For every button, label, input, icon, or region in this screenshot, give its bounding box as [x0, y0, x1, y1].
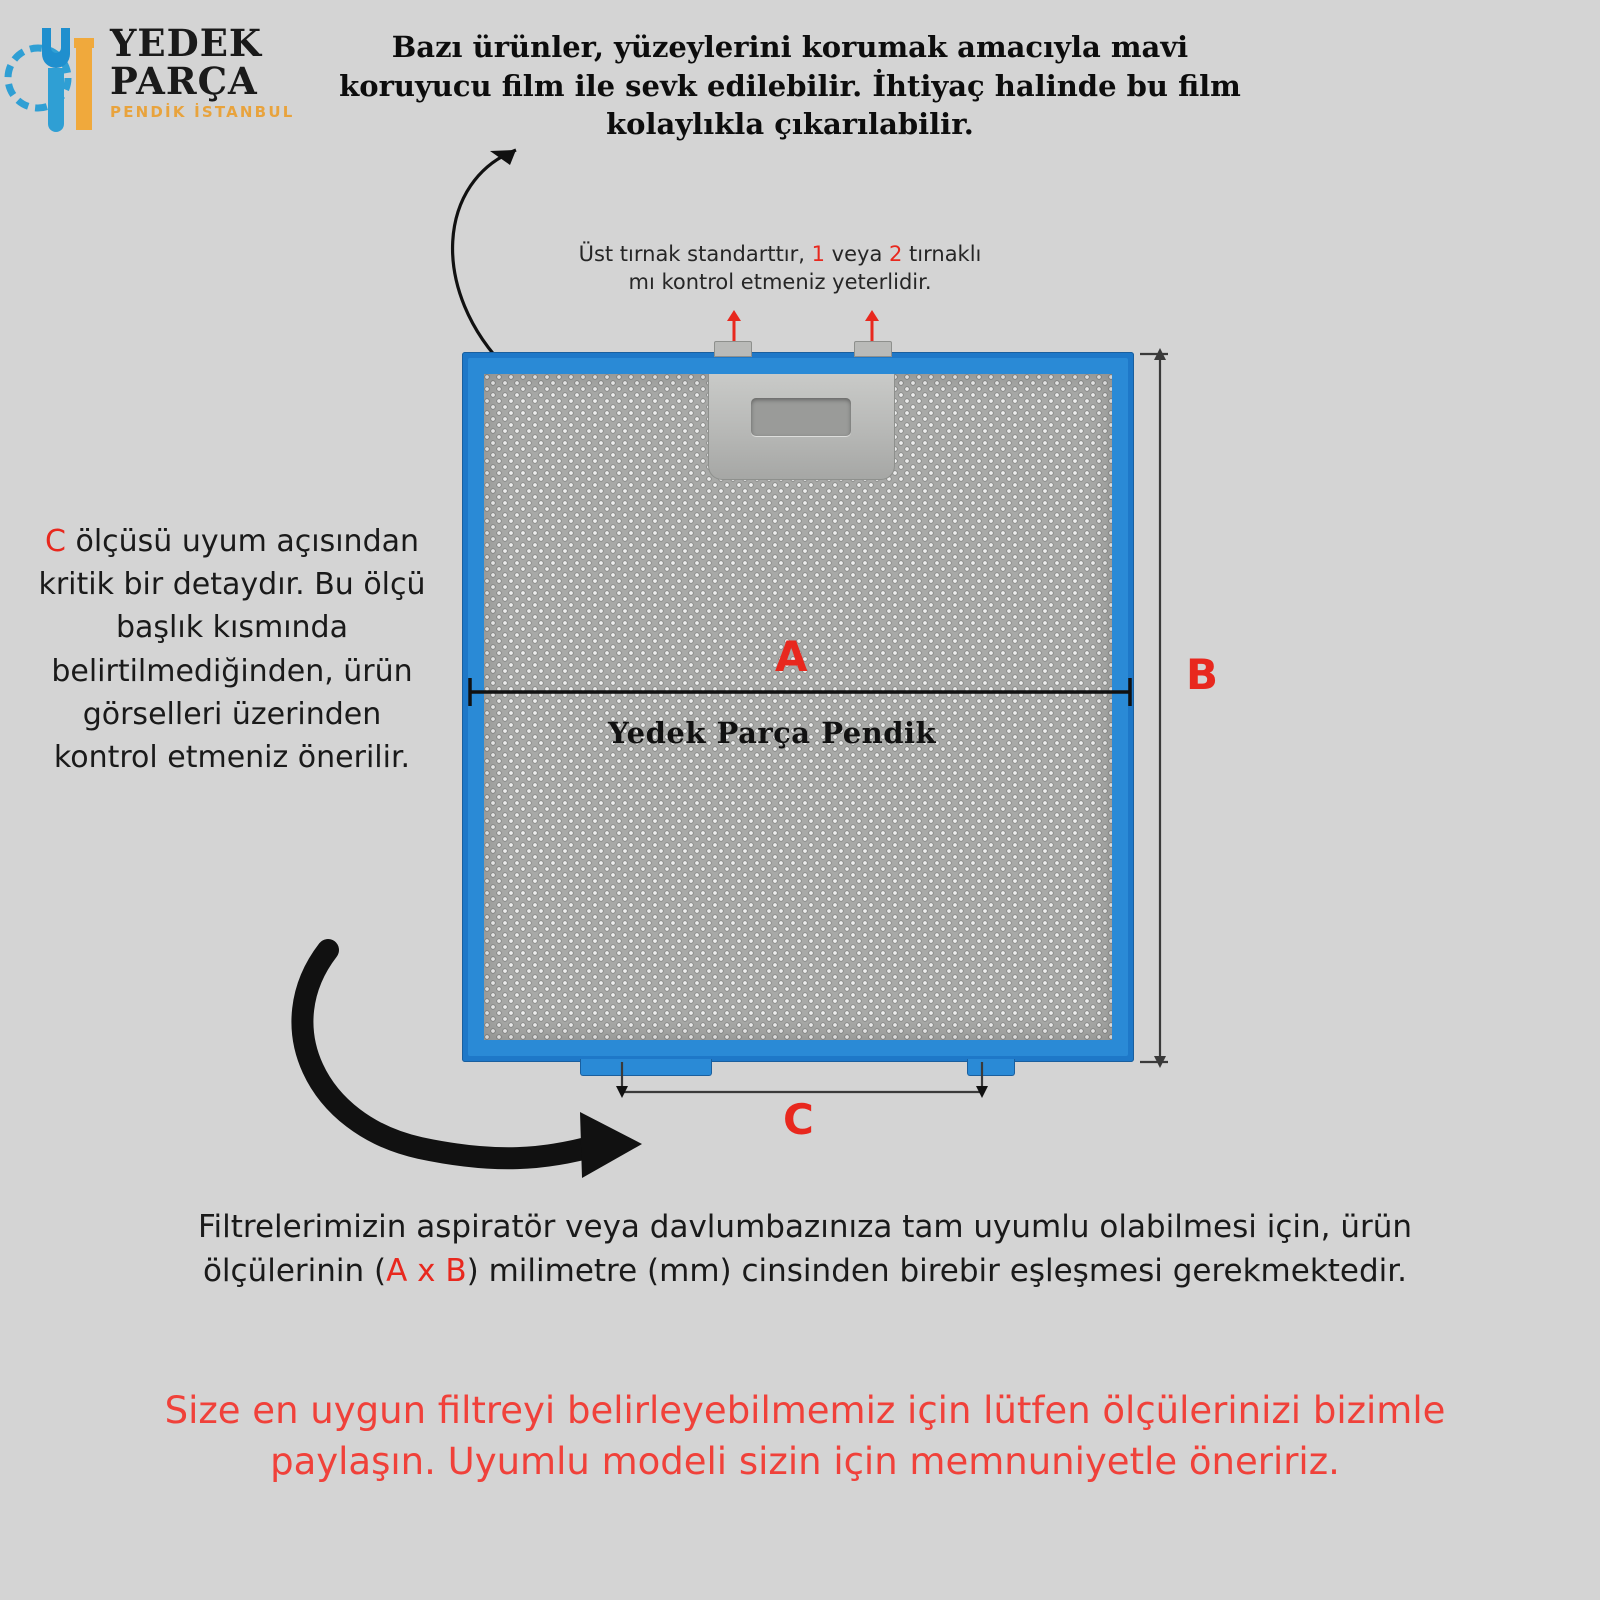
- dimension-line-b: [1120, 340, 1200, 1080]
- bottom-note-part2: ) milimetre (mm) cinsinden birebir eşleşmesi gerekmektedir.: [466, 1253, 1408, 1290]
- tab-note-part2: veya: [825, 242, 889, 266]
- c-note-lead: C: [44, 524, 66, 559]
- top-tab-note: [520, 240, 1040, 297]
- c-note-body: ölçüsü uyum açısından kritik bir detaydır. Bu ölçü başlık kısmında belirtilmediğinden, ürün görselleri üzerinden kontrol etmeniz önerilir.: [38, 524, 426, 775]
- thick-curved-arrow: [280, 940, 700, 1190]
- size-matching-note: [120, 1205, 1490, 1293]
- tab-note-num1: 1: [811, 242, 825, 266]
- top-tab-2: [854, 341, 892, 357]
- c-measurement-note: [32, 520, 432, 779]
- watermark-text: Yedek Parça Pendik: [608, 716, 937, 750]
- top-tab-1: [714, 341, 752, 357]
- tab-note-line2: mı kontrol etmeniz yeterlidir.: [628, 270, 932, 295]
- logo-line-2: PARÇA: [110, 59, 258, 104]
- tab-note-part3: tırnaklı: [902, 242, 982, 266]
- protective-film-note: Bazı ürünler, yüzeylerini korumak amacıyla mavi koruyucu film ile sevk edilebilir. İhtiyaç halinde bu film kolaylıkla çıkarılabilir.: [339, 30, 1241, 142]
- tab-note-part1: Üst tırnak standarttır,: [578, 242, 812, 266]
- wrench-gear-icon: [12, 14, 112, 134]
- logo-subtitle: PENDİK İSTANBUL: [110, 102, 295, 121]
- brand-logo: [10, 8, 310, 148]
- bottom-note-highlight: A x B: [386, 1253, 467, 1290]
- dimension-label-b: B: [1186, 650, 1219, 699]
- filter-handle: [708, 374, 895, 480]
- contact-cta-note: Size en uygun filtreyi belirleyebilmemiz için lütfen ölçülerinizi bizimle paylaşın. Uyumlu modeli sizin için memnuniyetle öneririz.: [164, 1389, 1446, 1484]
- bottom-note-part1: Filtrelerimizin aspiratör veya davlumbazınıza tam uyumlu olabilmesi için, ürün ölçülerinin (: [197, 1209, 1413, 1290]
- dimension-label-c: C: [783, 1095, 814, 1144]
- logo-line-1: YEDEK: [110, 21, 263, 65]
- dimension-label-a: A: [775, 632, 808, 681]
- handle-slot: [751, 398, 851, 436]
- tab-note-num2: 2: [889, 242, 903, 266]
